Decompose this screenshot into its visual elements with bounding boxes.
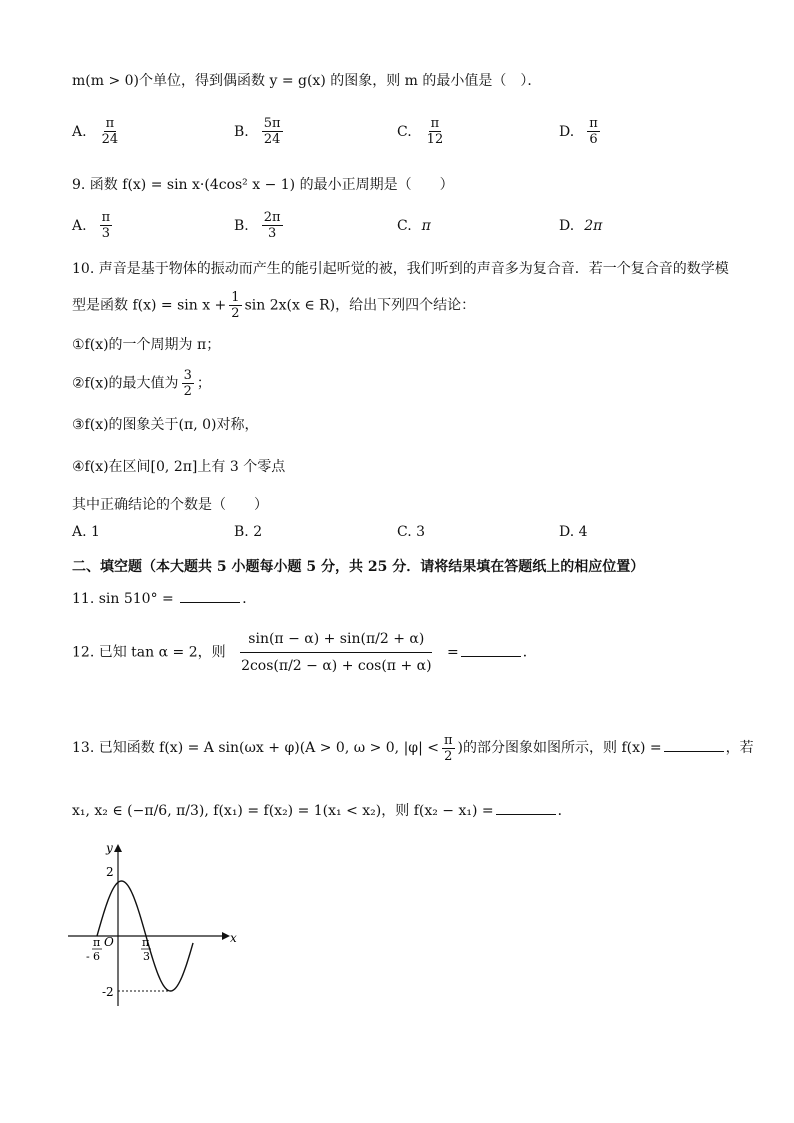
q8-option-c[interactable] — [397, 116, 448, 147]
xtick-left-sign: - — [86, 950, 90, 963]
xtick-right-num: π — [142, 936, 150, 949]
fraction-half: $\frac{1}{2}$ — [231, 290, 240, 321]
q10-conclusion-3: ③f(x)的图象关于(π, 0)对称， — [72, 417, 259, 433]
option-fraction: $\frac{2\pi}{3}$ — [263, 210, 281, 241]
q10-option-b[interactable]: B. 2 — [234, 524, 263, 540]
option-value: 2π — [584, 218, 603, 234]
q10-option-c[interactable]: C. 3 — [397, 524, 426, 540]
q13-stem-line2: x₁, x₂ ∈ (−π/6, π/3), f(x₁) = f(x₂) = 1(x₁ < x₂)，则 f(x₂ − x₁) = ． — [72, 796, 572, 826]
section-title: 二、填空题（本大题共 5 小题每小题 5 分，共 25 分．请将结果填在答题纸上的相应位置） — [72, 559, 645, 575]
q10-stem-line1: 10. 声音是基于物体的振动而产生的能引起听觉的被，我们听到的声音多为复合音．若一个复合音的数学模 — [72, 261, 729, 277]
option-label: D. — [559, 218, 575, 234]
q8-option-d[interactable] — [559, 116, 603, 147]
q11-stem: 11. sin 510° = ． — [72, 588, 256, 610]
ytick-bottom-label: -2 — [102, 985, 114, 999]
answer-blank[interactable] — [461, 642, 521, 657]
xtick-left-num: π — [93, 936, 101, 949]
option-fraction: $\frac{5\pi}{24}$ — [263, 116, 281, 147]
answer-blank[interactable] — [180, 588, 240, 603]
q9-option-b[interactable] — [234, 210, 286, 241]
option-fraction: $\frac{\pi}{6}$ — [589, 116, 598, 147]
fraction-pi-half: $\frac{\pi}{2}$ — [444, 732, 453, 764]
q10-options — [72, 524, 722, 546]
xtick-right-den: 3 — [143, 950, 150, 963]
x-axis-arrow-icon — [222, 932, 230, 940]
q13-stem-line1: 13. 已知函数 f(x) = A sin(ωx + φ)(A > 0, ω > 0, |φ| < $\frac{\pi}{2}$ )的部分图象如图所示，则 f(x) = ，若 — [72, 732, 754, 764]
origin-label: O — [104, 935, 114, 949]
q10-question: 其中正确结论的个数是（ ） — [72, 497, 268, 513]
q10-option-d[interactable]: D. 4 — [559, 524, 588, 540]
q10-stem-line2: 型是函数 f(x) = sin x + $\frac{1}{2}$ sin 2x(x ∈ R)，给出下列四个结论： — [72, 290, 476, 321]
option-fraction: $\frac{\pi}{24}$ — [101, 116, 119, 147]
q10-option-a[interactable]: A. 1 — [72, 524, 100, 540]
q9-options — [72, 210, 722, 250]
option-fraction: $\frac{\pi}{3}$ — [101, 210, 111, 241]
q9-option-d[interactable] — [559, 218, 602, 234]
q12-stem: 12. 已知 tan α = 2，则 $\frac{\sin(\pi - \alpha) + \sin(\pi/2 + \alpha)}{2\cos(\pi/2 - \alpha) + \cos(\pi + \alpha)}$ = ． — [72, 626, 537, 679]
q10-conclusion-1: ①f(x)的一个周期为 π； — [72, 337, 221, 353]
q12-fraction: $\frac{\sin(\pi - \alpha) + \sin(\pi/2 + \alpha)}{2\cos(\pi/2 - \alpha) + \cos(\pi + \alpha)}$ — [233, 626, 440, 679]
option-label: D. — [559, 123, 575, 140]
q8-options — [72, 116, 722, 156]
option-value: π — [421, 218, 431, 234]
q8-option-b[interactable] — [234, 116, 286, 147]
option-label: B. — [234, 217, 249, 234]
option-fraction: $\frac{\pi}{12}$ — [426, 116, 444, 147]
xtick-left-den: 6 — [93, 950, 100, 963]
q10-conclusion-2: ②f(x)的最大值为 $\frac{3}{2}$ ； — [72, 368, 211, 399]
y-axis-label: y — [106, 841, 113, 855]
q10-conclusion-4: ④f(x)在区间[0, 2π]上有 3 个零点 — [72, 459, 286, 475]
q9-stem: 9. 函数 f(x) = sin x·(4cos² x − 1) 的最小正周期是（ ） — [72, 177, 454, 193]
option-label: B. — [234, 123, 249, 140]
option-label: A. — [72, 123, 87, 140]
answer-blank[interactable] — [496, 800, 556, 815]
y-axis-arrow-icon — [114, 844, 122, 852]
ytick-top-label: 2 — [106, 865, 114, 879]
answer-blank[interactable] — [664, 737, 724, 752]
option-label: C. — [397, 218, 412, 234]
q9-option-c[interactable] — [397, 218, 431, 234]
sine-graph — [60, 838, 250, 1008]
q9-option-a[interactable] — [72, 210, 115, 241]
option-label: A. — [72, 217, 87, 234]
option-label: C. — [397, 123, 412, 140]
q8-option-a[interactable] — [72, 116, 123, 147]
x-axis-label: x — [230, 931, 237, 945]
q8-stem-tail: m(m > 0)个单位，得到偶函数 y = g(x) 的图象，则 m 的最小值是（ ）． — [72, 73, 542, 89]
fraction-three-halves: $\frac{3}{2}$ — [183, 368, 192, 399]
